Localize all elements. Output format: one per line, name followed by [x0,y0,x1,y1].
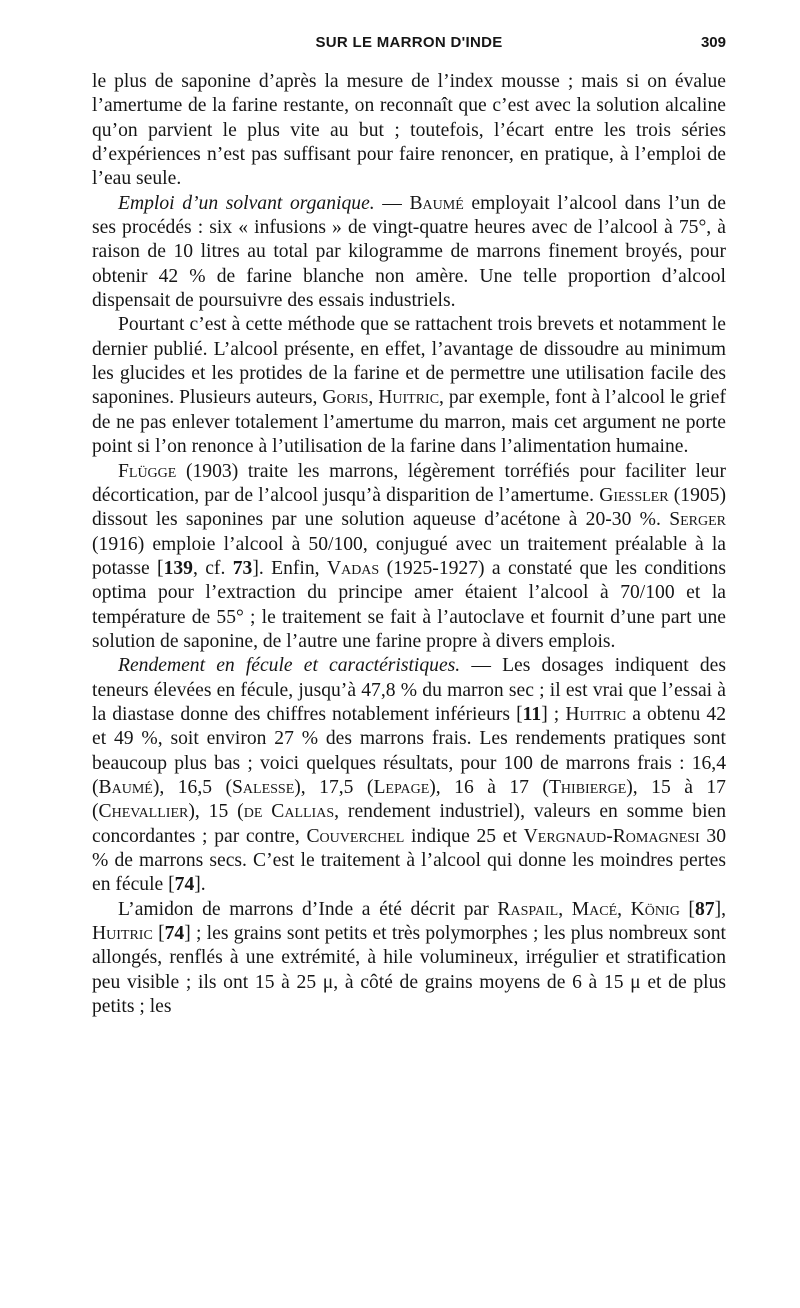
text-run: ), 16 à 17 ( [429,776,549,798]
reference-number: 74 [164,923,185,945]
author-name: Flügge [118,460,177,482]
text-run: (1905) dissout les saponines par une solution aqueuse d’acétone à 20-30 %. [92,484,726,531]
body-text [92,70,726,1019]
text-run: , par exemple, font à l’alcool le grief de ne pas enlever totalement l’amertume du marron, mais cet argument ne porte point si l’on renonce à l’utilisation de la farine dans l’alimentation humaine. [92,387,727,458]
author-name: Macé [571,898,618,920]
text-run: , rendement industriel), valeurs en somme bien concordantes ; par contre, [92,801,727,847]
text-run: (1903) traite les marrons, légèrement torréfiés pour faciliter leur décortication, par de l’alcool jusqu’à disparition de l’amertume. [92,460,726,506]
author-name: Chevallier [98,801,189,823]
reference-number: 74 [174,874,195,896]
section-heading: Rendement en fécule et caractéristiques. [118,655,461,677]
text-run: (1916) emploie l’alcool à 50/100, conjugué avec un traitement préalable à la potasse [ [92,533,726,579]
text-run: — Les dosages indiquent des teneurs élevées en fécule, jusqu’à 47,8 % du marron sec ; il est vrai que l’essai à la diastase donne des chiffres notablement inférieurs [ [92,655,726,725]
author-name: Raspail [497,898,559,920]
paragraph-1 [92,70,726,192]
text-run: , [617,898,631,920]
text-run: ), 17,5 ( [294,776,374,798]
page-header [92,34,726,58]
text-run: , cf. [192,557,233,579]
text-run: ] ; [541,703,566,725]
author-name: Salesse [232,776,295,798]
text-run: L’amidon de marrons d’Inde a été décrit par [118,898,498,920]
text-run: , [368,387,379,409]
text-run: employait l’alcool dans l’un de ses procédés : six « infusions » de vingt-quatre heures avec de l’alcool à 75°, à raison de 10 litres au total par kilogramme de marrons finement broyés, pour obtenir 42 % de farine blanche non amère. Une telle proportion d’alcool dispensait de poursuivre des essais industriels. [92,192,726,312]
text-run: ] ; les grains sont petits et très polymorphes ; les plus nombreux sont allongés, renflés à une extrémité, à hile volumineux, irrégulier et stratification peu visible ; ils ont 15 à 25 μ, à côté de grains moyens de 6 à 15 μ et de plus petits ; les [92,923,726,1018]
paragraph-2 [92,192,726,314]
text-run: ], [714,898,726,920]
reference-number: 73 [232,557,253,579]
text-run: — [374,192,410,214]
reference-number: 139 [163,557,193,579]
paragraph-4 [92,460,726,655]
author-name: Lepage [373,776,430,798]
author-name: Baumé [98,776,153,798]
author-name: Baumé [409,192,464,214]
text-run: le plus de saponine d’après la mesure de l’index mousse ; mais si on évalue l’amertume de la farine restante, on reconnaît que c’est avec la solution alcaline qu’on parvient le plus vite au but ; toutefois, l’écart entre les trois séries d’expériences n’est pas suffisant pour faire renoncer, en pratique, à l’emploi de l’eau seule. [92,71,726,190]
text-run: 30 % de marrons secs. C’est le traitement à l’alcool qui donne les moindres pertes en fécule [ [92,825,726,896]
author-name: Couverchel [306,825,405,847]
text-run: ), 16,5 ( [152,776,233,798]
reference-number: 11 [522,703,542,725]
section-heading: Emploi d’un solvant organique. [118,192,375,214]
author-name: de Callias [243,801,335,823]
author-name: Vergnaud-Romagnesi [523,825,700,847]
author-name: Huitric [378,387,440,409]
author-name: Huitric [565,703,627,725]
text-run: Pourtant c’est à cette méthode que se rattachent trois brevets et notamment le dernier publié. L’alcool présente, en effet, l’avantage de dissoudre au minimum les glucides et les protides de la farine et de permettre une utilisation facile des saponines. Plusieurs auteurs, [92,314,726,409]
text-run: ), 15 à 17 ( [92,776,726,823]
text-run: [ [152,923,165,945]
author-name: König [630,898,680,920]
running-title: SUR LE MARRON D'INDE [315,34,503,51]
text-run: a obtenu 42 et 49 %, soit environ 27 % des marrons frais. Les rendements pratiques sont beaucoup plus bas ; voici quelques résultats, pour 100 de marrons frais : 16,4 ( [92,703,727,798]
author-name: Thibierge [548,776,627,798]
paragraph-5 [92,654,726,897]
text-run: [ [679,898,695,920]
author-name: Serger [669,509,726,531]
page-number: 309 [700,34,726,51]
author-name: Vadas [326,557,380,579]
text-run: ]. Enfin, [252,557,327,579]
author-name: Giessler [599,484,669,506]
author-name: Huitric [92,923,153,945]
paragraph-6 [92,898,726,1020]
text-run: ), 15 ( [188,801,244,823]
text-run: ]. [194,874,206,896]
paragraph-3 [92,313,726,459]
text-run: , [558,898,572,920]
reference-number: 87 [694,898,715,920]
author-name: Goris [322,387,369,409]
text-run: indique 25 et [404,825,524,847]
text-run: (1925-1927) a constaté que les conditions optima pour l’extraction du principe amer étaient l’alcool à 70/100 et la température de 55° ; le traitement se fait à l’autoclave et fournit d’une part une solution de saponine, de l’autre une farine propre à divers emplois. [92,557,726,652]
